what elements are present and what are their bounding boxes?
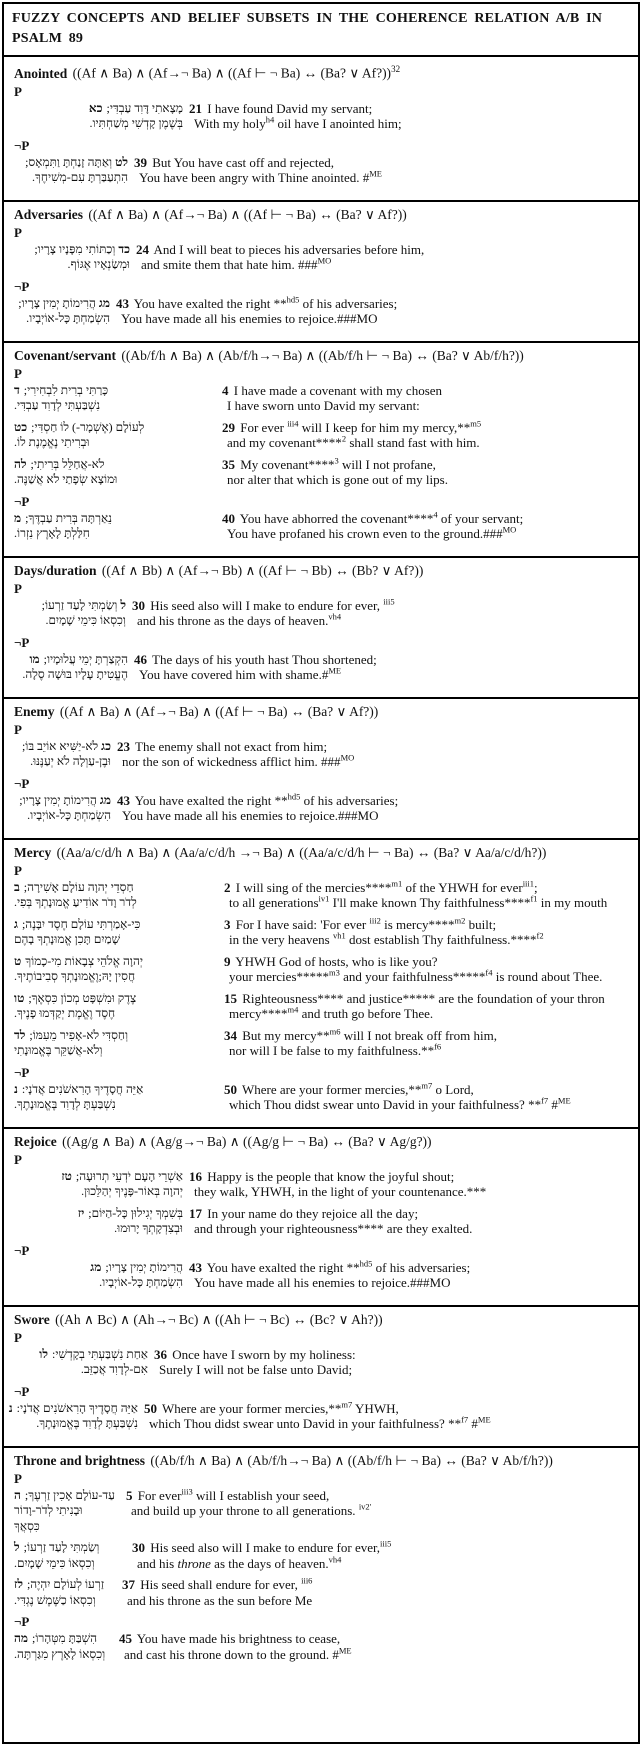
polarity-label: P — [14, 1329, 22, 1345]
polarity-label: P — [14, 365, 22, 381]
english-text: 16 Happy is the people that know the joyful shout; they walk, YHWH, in the light of your countenance.*** — [189, 1168, 487, 1199]
hebrew-text: ג כִּי-אָמַרְתִּי עוֹלָם חֶסֶד יִבָּנֶה; שָׁמַיִם תָּכִן אֱמוּנָתְךָ בָהֶם — [14, 916, 141, 946]
english-text: 9 YHWH God of hosts, who is like you? your mercies*****$^{m3}$ and your faithfulness*****$^{f4}$ is round about Thee. — [224, 953, 603, 984]
verse-row — [14, 1260, 632, 1291]
english-verse-number: 30 — [132, 1540, 145, 1555]
english-text: 34 But my mercy**$^{m6}$ will I not break off from him, nor will I be false to my faithfulness.**$^{f6}$ — [224, 1027, 497, 1058]
polarity-label: P — [14, 1151, 22, 1167]
english-text: 43 You have exalted the right **$^{hd5}$ of his adversaries; You have made all his enemies to rejoice.###MO — [116, 295, 398, 326]
polarity-label: P — [14, 1470, 22, 1486]
english-text: 46 The days of his youth hast Thou shortened; You have covered him with shame.#$^{ME}$ — [134, 651, 377, 682]
hebrew-text: יז בְּשִׁמְךָ יְגִילוּן כָּל-הַיּוֹם; וּבְצִדְקָתְךָ יָרוּמוּ. — [77, 1205, 183, 1235]
hebrew-verse-number: ד — [14, 382, 20, 397]
section-header: Adversaries ((Af ∧ Ba) ∧ (Af→¬ Ba) ∧ ((Af ⊢ ¬ Ba) ↔ (Ba? ∨ Af?)) — [14, 206, 407, 222]
verse-row — [14, 155, 632, 186]
verse-row — [14, 296, 632, 327]
polarity-label: ¬P — [14, 137, 30, 153]
english-text: 23 The enemy shall not exact from him; nor the son of wickedness afflict him. ###$^{MO}$ — [117, 738, 355, 769]
verse-row — [14, 1028, 632, 1059]
hebrew-verse-number: מג — [90, 1259, 102, 1274]
verse-row — [14, 242, 632, 273]
section-mercy — [4, 838, 638, 1127]
english-verse-number: 39 — [134, 154, 147, 170]
polarity-label: P — [14, 862, 22, 878]
english-verse-number: 40 — [222, 510, 235, 526]
english-text: 5 For ever$^{iii3}$ will I establish your seed, and build up your throne to all generations. $^{iv2'}$ — [126, 1487, 372, 1518]
section-anointed — [4, 55, 638, 200]
verse-row — [14, 457, 632, 488]
english-text: 30 His seed also will I make to endure for ever, $^{iii5}$ and his throne as the days of heaven.$^{vh4}$ — [132, 597, 395, 628]
polarity-label: ¬P — [14, 1383, 30, 1399]
english-verse-number: 21 — [189, 100, 202, 116]
page-title: FUZZY CONCEPTS AND BELIEF SUBSETS IN THE COHERENCE RELATION A/B IN PSALM 89 — [12, 11, 603, 46]
hebrew-verse-number: מה — [14, 1631, 29, 1645]
verse-row — [14, 1577, 632, 1608]
polarity-label: ¬P — [14, 1064, 30, 1080]
english-verse-number: 43 — [116, 295, 129, 311]
english-text: 40 You have abhorred the covenant****$^4$ of your servant; You have profaned his crown even to the ground.###$^{MO}$ — [222, 510, 524, 541]
english-text: 3 For I have said: 'For ever $^{iii2}$ is mercy****$^{m2}$ built; in the very heavens $^{vh1}$ dost establish Thy faithfulness.****$^{f2}$ — [224, 916, 544, 947]
hebrew-text: ה עַד-עוֹלָם אָכִין זַרְעֶךָ; וּבָנִיתִי לְדֹר-וָדוֹר כִּסְאֲךָ — [14, 1487, 115, 1533]
english-verse-number: 35 — [222, 456, 235, 472]
english-verse-number: 29 — [222, 419, 235, 435]
hebrew-verse-number: מג — [99, 792, 111, 807]
english-verse-number: 16 — [189, 1168, 202, 1184]
section-adversaries — [4, 200, 638, 341]
english-verse-number: 34 — [224, 1027, 237, 1043]
hebrew-text: ל וְשַׂמְתִּי לָעַד זַרְעוֹ; וְכִסְאוֹ כִּימֵי שָׁמָיִם. — [14, 1540, 100, 1570]
polarity-label: ¬P — [14, 1614, 30, 1629]
hebrew-verse-number: ג — [14, 916, 18, 931]
verse-row — [14, 1169, 632, 1200]
hebrew-text: כא מָצָאתִי דָּוִד עַבְדִּי; בְּשֶׁמֶן קָדְשִׁי מְשַׁחְתִּיו. — [88, 100, 183, 130]
verse-row — [14, 739, 632, 770]
section-throne-brightness — [4, 1446, 638, 1677]
hebrew-text: ל וְשַׂמְתִּי לָעַד זַרְעוֹ; וְכִסְאוֹ כִּימֵי שָׁמָיִם. — [41, 597, 126, 627]
hebrew-text: מ נֵאַרְתָּה בְּרִית עַבְדֶּךָ; חִלַּלְתָּ לָאָרֶץ נִזְרוֹ. — [14, 510, 113, 540]
english-verse-number: 43 — [117, 792, 130, 808]
hebrew-verse-number: ב — [14, 879, 20, 894]
hebrew-verse-number: לה — [14, 456, 27, 471]
hebrew-verse-number: לו — [39, 1346, 48, 1361]
verse-row — [14, 511, 632, 542]
english-text: 43 You have exalted the right **$^{hd5}$ of his adversaries; You have made all his enemies to rejoice.###MO — [189, 1259, 471, 1290]
english-verse-number: 50 — [224, 1081, 237, 1097]
english-text: 24 And I will beat to pieces his adversaries before him, and smite them that hate him. ###$^{MO}$ — [136, 241, 425, 272]
english-verse-number: 23 — [117, 738, 130, 754]
english-verse-number: 3 — [224, 916, 231, 932]
hebrew-text: לו אַחַת נִשְׁבַּעְתִּי בְקָדְשִׁי: אִם-לְדָוִד אֲכַזֵּב. — [39, 1346, 148, 1376]
hebrew-verse-number: ט — [14, 953, 22, 968]
section-header: Days/duration ((Af ∧ Bb) ∧ (Af→¬ Bb) ∧ ((Af ⊢ ¬ Bb) ↔ (Bb? ∨ Af?)) — [14, 562, 424, 578]
hebrew-text: טו צֶדֶק וּמִשְׁפָּט מְכוֹן כִּסְאֶךָ; חֶסֶד וֶאֱמֶת יְקַדְּמוּ פָנֶיךָ. — [14, 990, 137, 1020]
english-text: 17 In your name do they rejoice all the day; and through your righteousness**** are they exalted. — [189, 1205, 473, 1236]
verse-row — [14, 793, 632, 824]
polarity-label: ¬P — [14, 634, 30, 650]
hebrew-text: לט וְאַתָּה זָנַחְתָּ וַתִּמְאָס; הִתְעַבַּרְתָּ עִם-מְשִׁיחֶךָ. — [25, 154, 128, 184]
section-header: Swore ((Ah ∧ Bc) ∧ (Ah→¬ Bc) ∧ ((Ah ⊢ ¬ Bc) ↔ (Bc? ∨ Ah?)) — [14, 1311, 383, 1327]
english-text: 50 Where are your former mercies,**$^{m7}$ o Lord, which Thou didst swear unto David in your faithfulness? **$^{f7}$ #$^{ME}$ — [224, 1081, 571, 1112]
hebrew-text: נ אַיֵּה חֲסָדֶיךָ הָרִאשֹׁנִים אֲדֹנָי: נִשְׁבַּעְתָּ לְדָוִד בֶּאֱמוּנָתֶךָ. — [14, 1081, 144, 1111]
verse-row — [14, 1082, 632, 1113]
hebrew-text: מג הֲרִימוֹתָ יְמִין צָרָיו; הִשְׂמַחְתָּ כָּל-אוֹיְבָיו. — [19, 792, 111, 822]
polarity-label: ¬P — [14, 493, 30, 509]
english-verse-number: 36 — [154, 1346, 167, 1362]
english-text: 39 But You have cast off and rejected, You have been angry with Thine anointed. #$^{ME}$ — [134, 154, 382, 185]
hebrew-text: מו הִקְצַרְתָּ יְמֵי עֲלוּמָיו; הֶעֱטִיתָ עָלָיו בּוּשָׁה סֶלָה. — [22, 651, 128, 681]
polarity-label: P — [14, 83, 22, 99]
verse-row — [14, 880, 632, 911]
hebrew-verse-number: לז — [14, 1577, 23, 1591]
english-verse-number: 30 — [132, 597, 145, 613]
hebrew-text: ב חַסְדֵי יְהוָה עוֹלָם אָשִׁירָה; לְדֹר וָדֹר אוֹדִיעַ אֱמוּנָתְךָ בְּפִי. — [14, 879, 137, 909]
hebrew-text: ט יְהוָה אֱלֹהֵי צְבָאוֹת מִי-כָמוֹךָ חֲסִין יָהּ;וֶאֱמוּנָתְךָ סְבִיבוֹתֶיךָ. — [14, 953, 143, 983]
hebrew-verse-number: לד — [14, 1027, 26, 1042]
section-header: Anointed ((Af ∧ Ba) ∧ (Af→¬ Ba) ∧ ((Af ⊢ ¬ Ba) ↔ (Ba? ∨ Af?))$^{32}$ — [14, 64, 401, 81]
english-verse-number: 4 — [222, 382, 229, 398]
verse-row — [14, 917, 632, 948]
verse-row — [14, 1206, 632, 1237]
hebrew-verse-number: מו — [29, 651, 40, 666]
hebrew-verse-number: מג — [98, 295, 110, 310]
hebrew-verse-number: ל — [120, 597, 126, 612]
hebrew-text: מג הֲרִימוֹתָ יְמִין צָרָיו; הִשְׂמַחְתָּ כָּל-אוֹיְבָיו. — [90, 1259, 183, 1289]
english-verse-number: 17 — [189, 1205, 202, 1221]
hebrew-text: כג לֹא-יַשִּׁיא אוֹיֵב בּוֹ; וּבֶן-עַוְלָה לֹא יְעַנֶּנּוּ. — [21, 738, 111, 768]
english-verse-number: 9 — [224, 953, 231, 969]
verse-row — [14, 101, 632, 132]
polarity-label: P — [14, 580, 22, 596]
document-table — [2, 2, 640, 1744]
verse-row — [14, 598, 632, 629]
hebrew-verse-number: ל — [14, 1540, 20, 1554]
hebrew-verse-number: מ — [14, 510, 22, 525]
hebrew-text: טז אַשְׁרֵי הָעָם יֹדְעֵי תְרוּעָה; יְהוָה בְּאוֹר-פָּנֶיךָ יְהַלֵּכוּן. — [61, 1168, 183, 1198]
english-text: 37 His seed shall endure for ever, $^{iii6}$ and his throne as the sun before Me — [122, 1577, 313, 1608]
polarity-label: ¬P — [14, 775, 30, 791]
english-text: 29 For ever $^{iii4}$ will I keep for him my mercy,**$^{m5}$ and my covenant****$^2$ shall stand fast with him. — [222, 419, 482, 450]
english-text: 30 His seed also will I make to endure for ever,$^{iii5}$ and his throne as the days of heaven.$^{vh4}$ — [132, 1540, 392, 1571]
english-text: 43 You have exalted the right **$^{hd5}$ of his adversaries; You have made all his enemies to rejoice.###MO — [117, 792, 399, 823]
polarity-label: ¬P — [14, 1242, 30, 1258]
english-verse-number: 43 — [189, 1259, 202, 1275]
verse-row — [14, 1488, 632, 1535]
verse-row — [14, 954, 632, 985]
hebrew-text: כד וְכַתּוֹתִי מִפָּנָיו צָרָיו; וּמְשַׂנְאָיו אֶגּוֹף. — [34, 241, 130, 271]
hebrew-verse-number: כט — [14, 419, 28, 434]
english-verse-number: 24 — [136, 241, 149, 257]
english-text: 4 I have made a covenant with my chosen I have sworn unto David my servant: — [222, 382, 443, 413]
hebrew-text: לה לֹא-אֲחַלֵּל בְּרִיתִי; וּמוֹצָא שְׂפָתַי לֹא אֲשַׁנֶּה. — [14, 456, 118, 486]
english-verse-number: 46 — [134, 651, 147, 667]
hebrew-text: לד וְחַסְדִּי לֹא-אָפִיר מֵעִמּוֹ; וְלֹא-אֲשַׁקֵּר בֶּאֱמוּנָתִי — [14, 1027, 129, 1057]
hebrew-verse-number: טו — [14, 990, 25, 1005]
english-verse-number: 50 — [144, 1400, 157, 1416]
polarity-label: ¬P — [14, 278, 30, 294]
verse-row — [8, 1400, 632, 1432]
section-header: Throne and brightness ((Ab/f/h ∧ Ba) ∧ (Ab/f/h→¬ Ba) ∧ ((Ab/f/h ⊢ ¬ Ba) ↔ (Ba? ∨ Ab/f/h?)) — [14, 1452, 553, 1468]
polarity-label: P — [14, 224, 22, 240]
verse-row — [14, 1631, 632, 1662]
hebrew-text: מה הִשְׁבַּתָּ מִטְּהָרוֹ; וְכִסְאוֹ לָאָרֶץ מִגַּרְתָּה. — [14, 1631, 106, 1661]
hebrew-verse-number: נ — [8, 1400, 13, 1415]
verse-row — [14, 420, 632, 451]
hebrew-verse-number: טז — [61, 1168, 72, 1183]
section-header: Enemy ((Af ∧ Ba) ∧ (Af→¬ Ba) ∧ ((Af ⊢ ¬ Ba) ↔ (Ba? ∨ Af?)) — [14, 703, 379, 719]
polarity-label: P — [14, 721, 22, 737]
hebrew-verse-number: כד — [118, 241, 130, 256]
sections — [4, 55, 638, 1676]
hebrew-verse-number: כא — [88, 100, 103, 115]
verse-row — [14, 1347, 632, 1378]
verse-row — [14, 991, 632, 1022]
hebrew-text: מג הֲרִימוֹתָ יְמִין צָרָיו; הִשְׂמַחְתָּ כָּל-אוֹיְבָיו. — [18, 295, 110, 325]
section-swore — [4, 1305, 638, 1446]
hebrew-verse-number: יז — [77, 1205, 85, 1220]
hebrew-text: נ אַיֵּה חֲסָדֶיךָ הָרִאשֹׁנִים אֲדֹנָי: נִשְׁבַּעְתָּ לְדָוִד בֶּאֱמוּנָתֶךָ. — [8, 1400, 138, 1430]
verse-row — [14, 383, 632, 414]
english-verse-number: 2 — [224, 879, 231, 895]
english-text: 36 Once have I sworn by my holiness: Surely I will not be false unto David; — [154, 1346, 356, 1377]
english-text: 45 You have made his brightness to cease, and cast his throne down to the ground. #$^{ME}$ — [119, 1631, 352, 1662]
section-rejoice — [4, 1127, 638, 1305]
verse-row — [14, 652, 632, 683]
hebrew-text: לז זַרְעוֹ לְעוֹלָם יִהְיֶה; וְכִסְאוֹ כַשֶּׁמֶשׁ נֶגְדִּי. — [14, 1577, 105, 1607]
hebrew-text: כט לְעוֹלָם (אֶשְׁמָר-) לוֹ חַסְדִּי; וּבְרִיתִי נֶאֱמֶנֶת לוֹ. — [14, 419, 145, 449]
hebrew-verse-number: כג — [101, 738, 111, 753]
english-verse-number: 37 — [122, 1577, 135, 1592]
english-verse-number: 45 — [119, 1631, 132, 1646]
verse-row — [14, 1540, 632, 1571]
english-verse-number: 15 — [224, 990, 237, 1006]
hebrew-text: ד כָּרַתִּי בְרִית לִבְחִירִי; נִשְׁבַּעְתִּי לְדָוִד עַבְדִּי. — [14, 382, 109, 412]
english-text: 50 Where are your former mercies,**$^{m7}$ YHWH, which Thou didst swear unto David in your faithfulness? **$^{f7}$ #$^{ME}$ — [144, 1400, 491, 1431]
section-header: Rejoice ((Ag/g ∧ Ba) ∧ (Ag/g→¬ Ba) ∧ ((Ag/g ⊢ ¬ Ba) ↔ (Ba? ∨ Ag/g?)) — [14, 1133, 432, 1149]
hebrew-verse-number: נ — [14, 1081, 18, 1096]
hebrew-verse-number: לט — [115, 154, 128, 169]
english-text: 35 My covenant****$^3$ will I not profane, nor alter that which is gone out of my lips. — [222, 456, 448, 487]
english-text: 2 I will sing of the mercies****$^{m1}$ of the YHWH for ever$^{iii1}$; to all generations$^{iv1}$ I'll make known Thy faithfulness****$^{f1}$ in my mouth — [224, 879, 608, 910]
section-enemy — [4, 697, 638, 838]
section-header: Mercy ((Aa/a/c/d/h ∧ Ba) ∧ (Aa/a/c/d/h →¬ Ba) ∧ ((Aa/a/c/d/h ⊢ ¬ Ba) ↔ (Ba? ∨ Aa/a/c/d/h?)) — [14, 844, 547, 860]
english-verse-number: 5 — [126, 1487, 133, 1503]
section-days-duration — [4, 556, 638, 697]
section-header: Covenant/servant ((Ab/f/h ∧ Ba) ∧ (Ab/f/h→¬ Ba) ∧ ((Ab/f/h ⊢ ¬ Ba) ↔ (Ba? ∨ Ab/f/h?)) — [14, 347, 524, 363]
english-text: 15 Righteousness**** and justice***** are the foundation of your thron mercy****$^{m4}$ and truth go before Thee. — [224, 990, 605, 1021]
section-covenant-servant — [4, 341, 638, 556]
english-text: 21 I have found David my servant; With my holy$^{h4}$ oil have I anointed him; — [189, 100, 402, 131]
hebrew-verse-number: ה — [14, 1487, 21, 1502]
